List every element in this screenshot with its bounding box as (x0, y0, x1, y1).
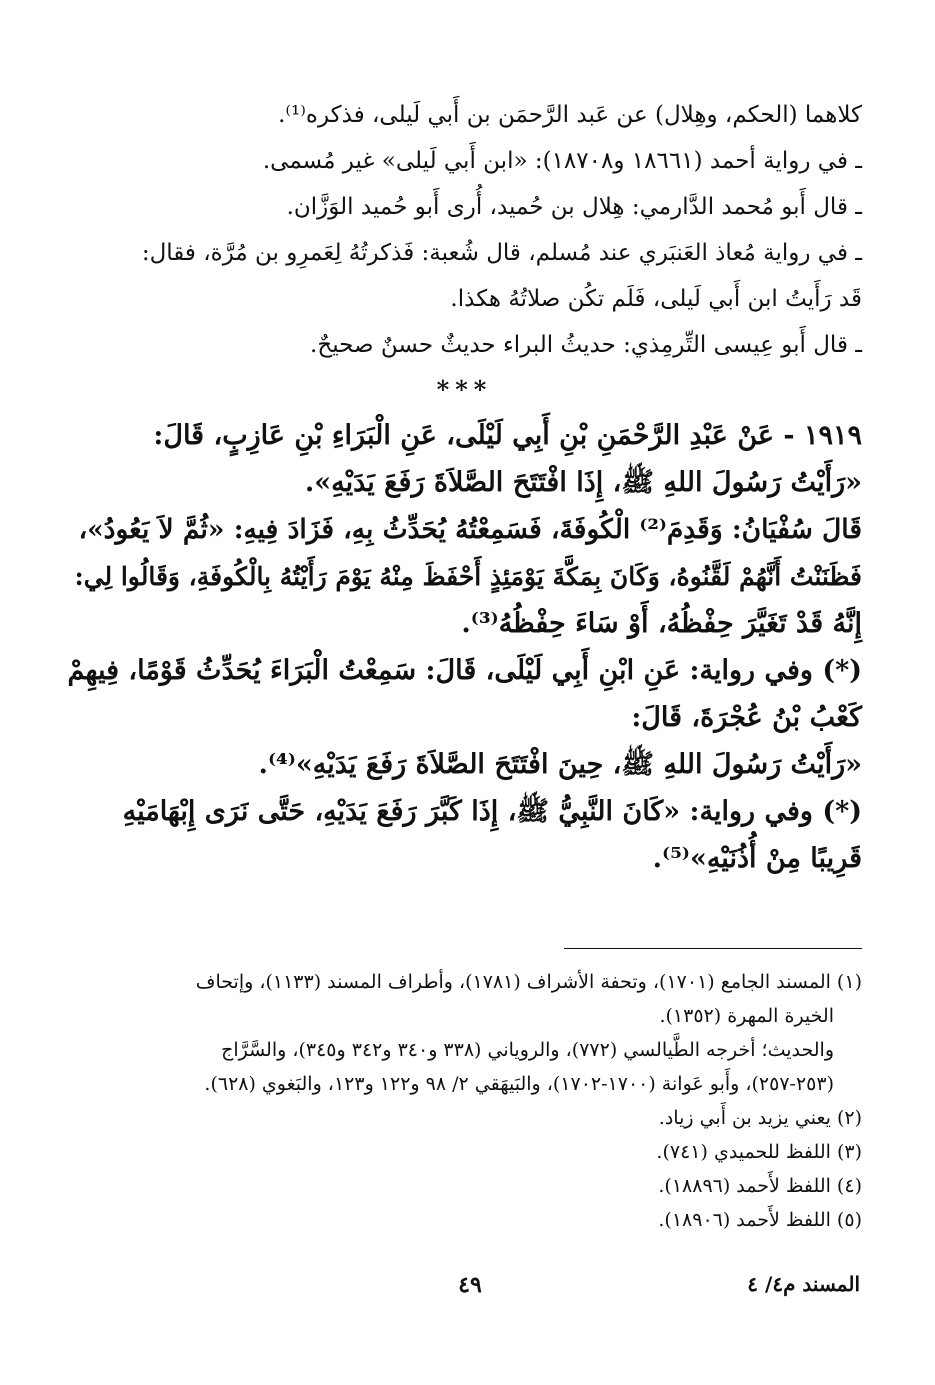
text-line: ـ في رواية أحمد (١٨٦٦١ و١٨٧٠٨): «ابن أَبي لَيلى» غير مُسمى. (262, 148, 862, 174)
volume-signature: المسند م٤/ ٤ (747, 1272, 860, 1296)
text-line: كلاهما (الحكم، وهِلال) عن عَبد الرَّحمَن بن أَبي لَيلى، فذكره⁽¹⁾. (278, 102, 862, 128)
hadith-line: قَرِيبًا مِنْ أُذُنَيْهِ»⁽⁵⁾. (652, 843, 862, 874)
footnote: (٢) يعني يزيد بن أَبي زياد. (658, 1107, 862, 1129)
hadith-line: إِنَّهُ قَدْ تَغَيَّرَ حِفْظُهُ، أَوْ سَاءَ حِفْظُهُ⁽³⁾. (461, 608, 862, 639)
hadith-line: (*) وفي رواية: «كَانَ النَّبِيُّ ﷺ، إِذَا كَبَّرَ رَفَعَ يَدَيْهِ، حَتَّى نَرَى إِبْهَامَيْهِ (122, 796, 862, 827)
hadith-line: فَظَنَنْتُ أَنَّهُمْ لَقَّنُوهُ، وَكَانَ بِمَكَّةَ يَوْمَئِذٍ أَحْفَظَ مِنْهُ يَوْمَ رَأَيْتُهُ بِالْكُوفَةِ، وَقَالُوا لِي: (74, 562, 862, 591)
page-number: ٤٩ (458, 1272, 482, 1298)
footnote: (٣) اللفظ للحميدي (٧٤١). (656, 1141, 862, 1163)
hadith-line: قَالَ سُفْيَانُ: وَقَدِمَ⁽²⁾ الْكُوفَةَ، فَسَمِعْتُهُ يُحَدِّثُ بِهِ، فَزَادَ فِيهِ: «ثُمَّ لاَ يَعُودُ»، (78, 514, 862, 545)
main-text (67, 92, 862, 882)
footnote: (٥) اللفظ لأَحمد (١٨٩٠٦). (658, 1209, 862, 1231)
hadith-line: «رَأَيْتُ رَسُولَ اللهِ ﷺ، حِينَ افْتَتَحَ الصَّلاَةَ رَفَعَ يَدَيْهِ»⁽⁴⁾. (258, 749, 862, 780)
footnote-divider (564, 948, 862, 949)
hadith-line: ١٩١٩ - عَنْ عَبْدِ الرَّحْمَنِ بْنِ أَبِي لَيْلَى، عَنِ الْبَرَاءِ بْنِ عَازِبٍ، قَالَ: (153, 420, 862, 451)
footnote-continuation: والحديث؛ أخرجه الطَّيالسي (٧٧٢)، والروياني (٣٣٨ و٣٤٠ و٣٤٢ و٣٤٥)، والسَّرَّاج (221, 1039, 834, 1061)
footnote: (١) المسند الجامع (١٧٠١)، وتحفة الأشراف (١٧٨١)، وأطراف المسند (١١٣٣)، وإتحاف (195, 971, 862, 993)
text-line: قَد رَأَيتُ ابن أَبي لَيلى، فَلَم تكُن صلاتُهُ هكذا. (450, 286, 862, 312)
hadith-line: «رَأَيْتُ رَسُولَ اللهِ ﷺ، إِذَا افْتَتَحَ الصَّلاَةَ رَفَعَ يَدَيْهِ». (304, 467, 862, 498)
footnote-continuation: (٢٥٣-٢٥٧)، وأَبو عَوانة (١٧٠٠-١٧٠٢)، والبَيهَقي ٢/ ٩٨ و١٢٢ و١٢٣، والبَغوي (٦٢٨). (204, 1073, 834, 1095)
footnote-continuation: الخيرة المهرة (١٣٥٢). (659, 1005, 834, 1027)
hadith-line: كَعْبُ بْنُ عُجْرَةَ، قَالَ: (631, 702, 862, 733)
text-line: ـ قال أَبو عِيسى التِّرمِذي: حديثُ البراء حديثٌ حسنٌ صحيحٌ. (310, 332, 862, 358)
text-line: ـ قال أَبو مُحمد الدَّارمي: هِلال بن حُميد، أُرى أَبو حُميد الوَزَّان. (286, 194, 862, 220)
section-separator: *** (436, 375, 493, 404)
text-line: ـ في رواية مُعاذ العَنبَري عند مُسلم، قال شُعبة: فَذكرتُهُ لِعَمرِو بن مُرَّة، فقال: (141, 240, 862, 266)
footnote: (٤) اللفظ لأَحمد (١٨٨٩٦). (658, 1175, 862, 1197)
footnotes (62, 965, 862, 1237)
hadith-line: (*) وفي رواية: عَنِ ابْنِ أَبِي لَيْلَى، قَالَ: سَمِعْتُ الْبَرَاءَ يُحَدِّثُ قَوْمًا، فِيهِمْ (67, 655, 862, 686)
